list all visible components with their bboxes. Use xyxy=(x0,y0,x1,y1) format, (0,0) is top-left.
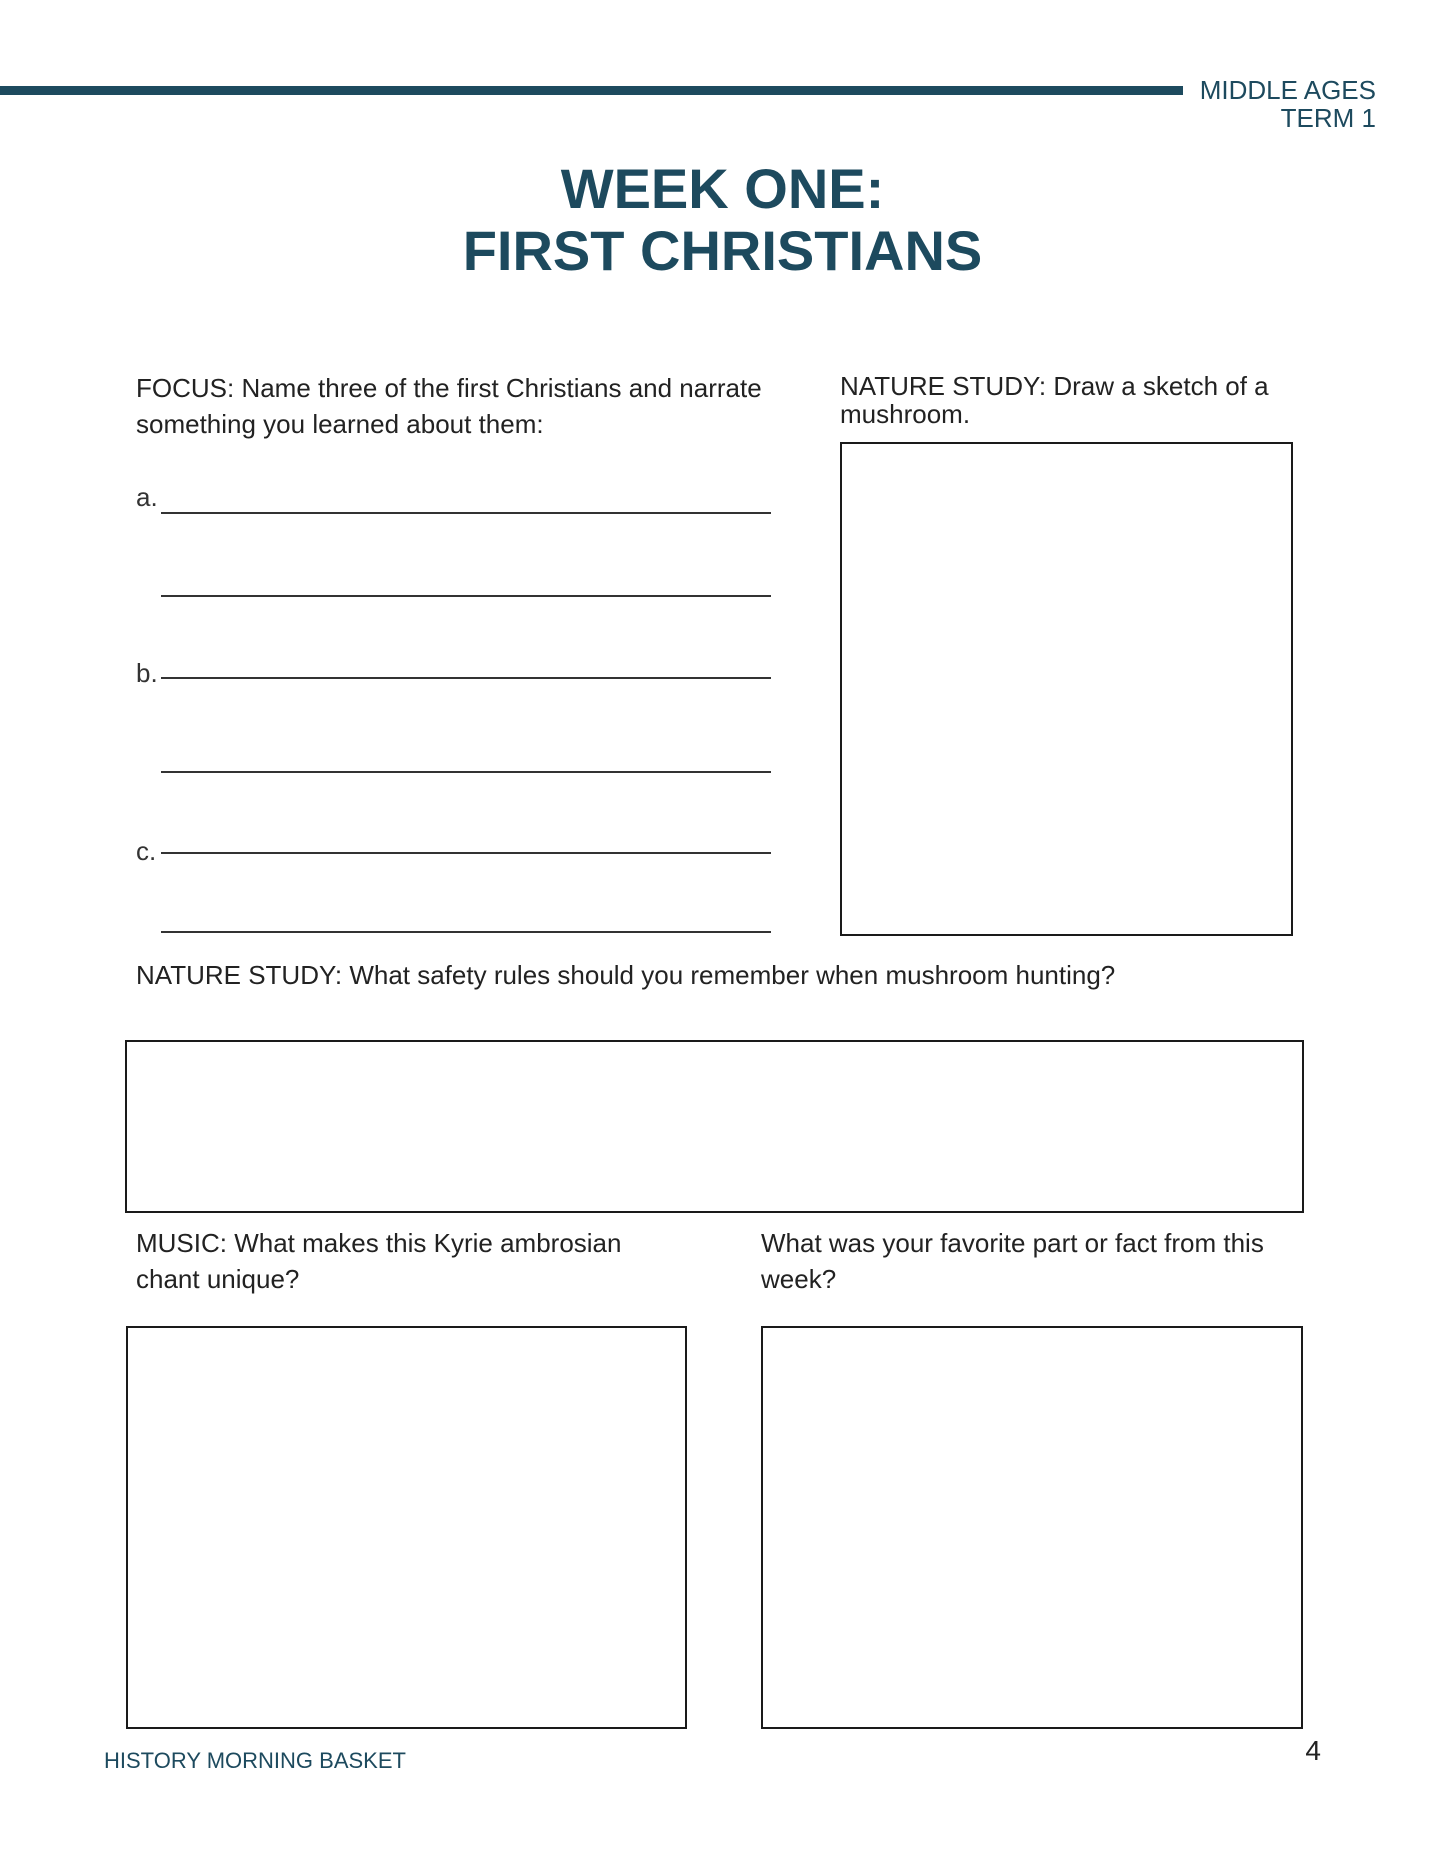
answer-line-b1[interactable] xyxy=(161,677,771,679)
header-tag xyxy=(1200,76,1376,132)
answer-line-a2[interactable] xyxy=(161,595,771,597)
favorite-answer-box[interactable] xyxy=(761,1326,1303,1729)
favorite-prompt: What was your favorite part or fact from this week? xyxy=(761,1228,1264,1294)
nature-sketch-prompt: NATURE STUDY: Draw a sketch of a mushroom. xyxy=(840,371,1269,429)
music-answer-box[interactable] xyxy=(126,1326,687,1729)
answer-line-c2[interactable] xyxy=(161,931,771,933)
title-line-2: FIRST CHRISTIANS xyxy=(462,219,983,282)
series-label: MIDDLE AGES xyxy=(1199,75,1376,105)
title-line-1: WEEK ONE: xyxy=(560,157,885,220)
answer-line-c1[interactable] xyxy=(161,852,771,854)
footer-book-title: HISTORY MORNING BASKET xyxy=(104,1748,406,1773)
answer-line-a1[interactable] xyxy=(161,512,771,514)
page-number: 4 xyxy=(1305,1735,1321,1766)
sketch-box[interactable] xyxy=(840,442,1293,936)
item-letter-c: c. xyxy=(136,836,157,866)
focus-prompt: FOCUS: Name three of the first Christians and narrate something you learned about them: xyxy=(136,373,762,439)
safety-answer-box[interactable] xyxy=(125,1040,1304,1213)
page-title xyxy=(0,158,1445,282)
answer-line-b2[interactable] xyxy=(161,771,771,773)
item-letter-a: a. xyxy=(136,482,158,512)
music-prompt: MUSIC: What makes this Kyrie ambrosian chant unique? xyxy=(136,1228,622,1294)
item-letter-b: b. xyxy=(136,658,158,688)
term-label: TERM 1 xyxy=(1280,103,1376,133)
nature-safety-prompt: NATURE STUDY: What safety rules should you remember when mushroom hunting? xyxy=(136,960,1116,990)
header-rule xyxy=(0,86,1183,95)
